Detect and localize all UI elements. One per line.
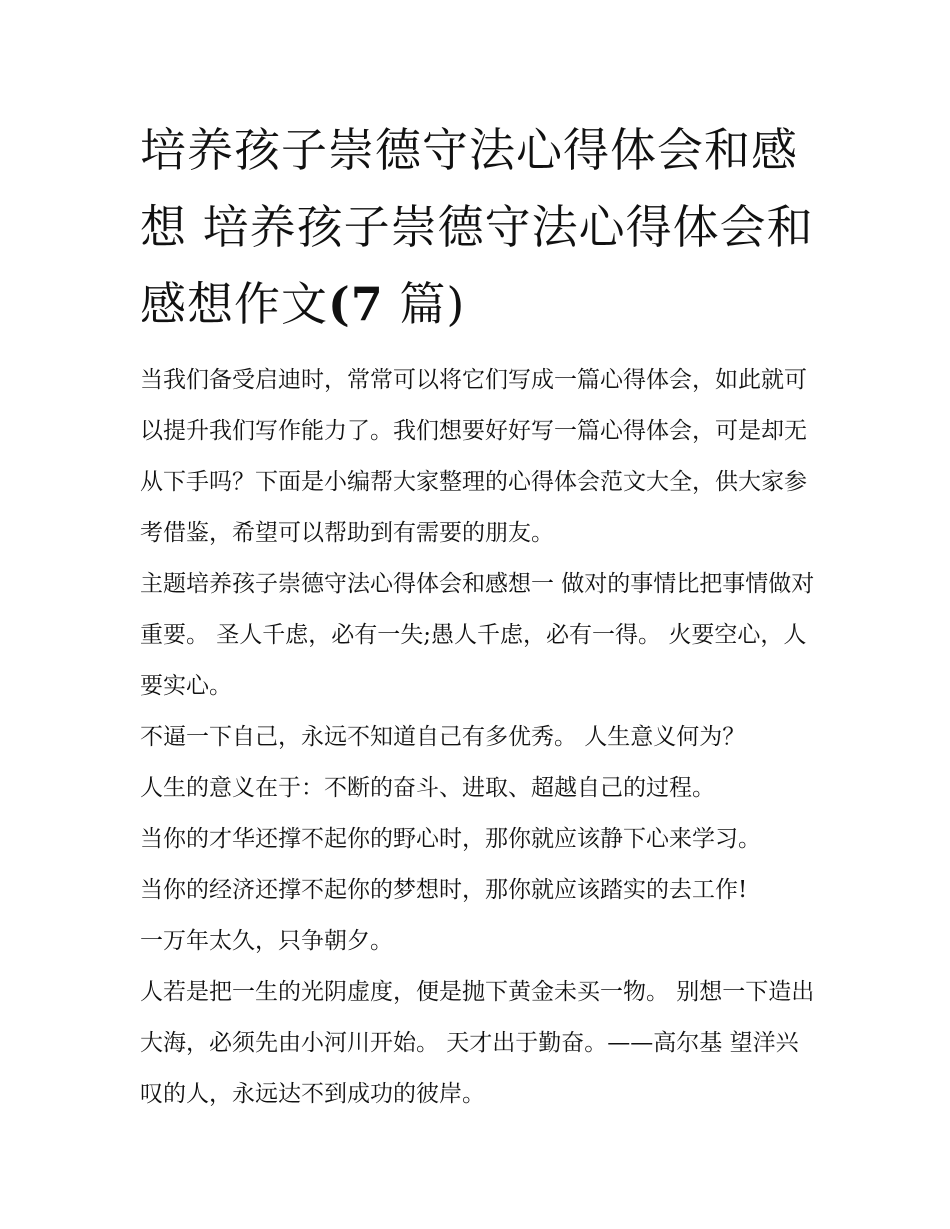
intro-paragraph: 当我们备受启迪时，常常可以将它们写成一篇心得体会，如此就可以提升我们写作能力了。我们想要好好写一篇心得体会，可是却无从下手吗？下面是小编帮大家整理的心得体会范文大全，供大家参考借鉴，希望可以帮助到有需要的朋友。 — [140, 367, 807, 546]
quote-paragraph: 人若是把一生的光阴虚度，便是抛下黄金未买一物。 别想一下造出大海，必须先由小河川开始。 天才出于勤奋。——高尔基 望洋兴叹的人，永远达不到成功的彼岸。 — [140, 979, 815, 1107]
document-title-suffix: 篇) — [383, 277, 466, 331]
document-title-text: 培养孩子崇德守法心得体会和感想 培养孩子崇德守法心得体会和感想作文 — [140, 123, 814, 331]
topic-paragraph: 主题培养孩子崇德守法心得体会和感想一 做对的事情比把事情做对重要。 圣人千虑，必有一失;愚人千虑，必有一得。 火要空心，人要实心。 — [140, 571, 815, 699]
quote-paragraph: 不逼一下自己，永远不知道自己有多优秀。 人生意义何为？ — [140, 724, 746, 750]
quote-paragraph: 当你的才华还撑不起你的野心时，那你就应该静下心来学习。 — [140, 826, 761, 852]
document-title — [140, 112, 820, 343]
document-title-count: (7 — [328, 277, 384, 331]
quote-paragraph: 人生的意义在于：不断的奋斗、进取、超越自己的过程。 — [140, 775, 715, 801]
document-body — [140, 112, 820, 1120]
quote-paragraph: 一万年太久，只争朝夕。 — [140, 928, 393, 954]
quote-paragraph: 当你的经济还撑不起你的梦想时，那你就应该踏实的去工作! — [140, 877, 748, 903]
